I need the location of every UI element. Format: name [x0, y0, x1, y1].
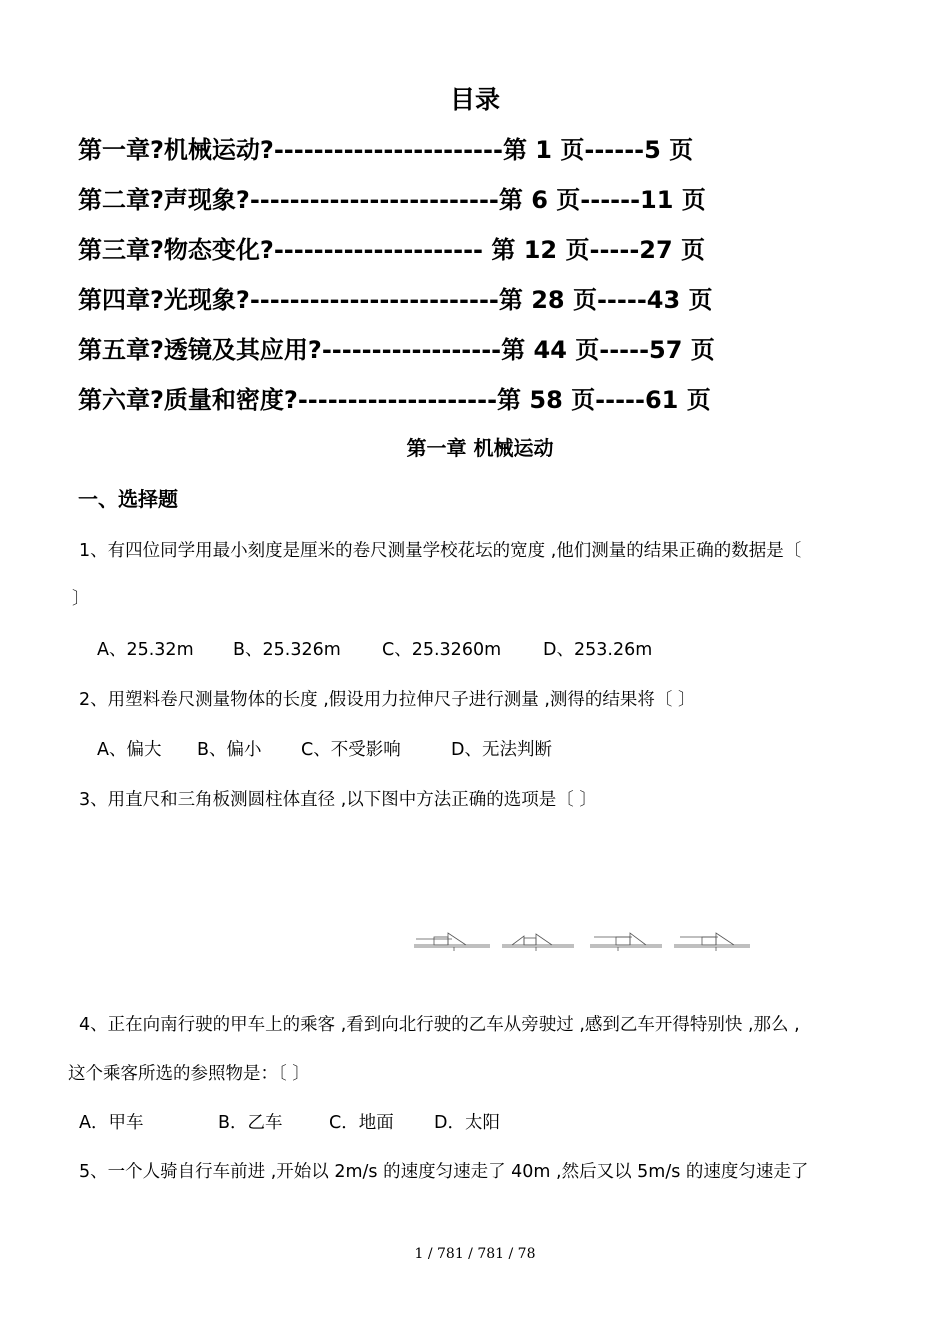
toc-row-6: 第六章?质量和密度?--------------------第 58 页-----61 页	[78, 386, 711, 414]
question-1-option-b: B、25.326m	[233, 640, 341, 660]
question-1-line-1: 1、有四位同学用最小刻度是厘米的卷尺测量学校花坛的宽度 ,他们测量的结果正确的数据是〔	[79, 541, 802, 561]
figure-b	[502, 934, 574, 951]
question-4-option-a: A．甲车	[79, 1113, 144, 1133]
figure-a	[414, 933, 490, 951]
figure-d	[674, 933, 750, 951]
section-title: 一、选择题	[78, 487, 178, 511]
question-2-option-b: B、偏小	[197, 740, 262, 760]
question-1-option-c: C、25.3260m	[382, 640, 502, 660]
chapter-title: 第一章 机械运动	[406, 436, 554, 460]
toc-row-5: 第五章?透镜及其应用?------------------第 44 页-----57 页	[78, 336, 715, 364]
question-4-option-c: C．地面	[329, 1113, 394, 1133]
question-2-option-d: D、无法判断	[451, 740, 552, 760]
question-1-line-2: 〕	[72, 589, 90, 609]
toc-row-3: 第三章?物态变化?--------------------- 第 12 页-----27 页	[78, 236, 706, 264]
toc-row-4: 第四章?光现象?-------------------------第 28 页-----43 页	[78, 286, 713, 314]
question-5-line-1: 5、一个人骑自行车前进 ,开始以 2m/s 的速度匀速走了 40m ,然后又以 5m/s 的速度匀速走了	[79, 1162, 809, 1182]
toc-row-1: 第一章?机械运动?-----------------------第 1 页------5 页	[78, 136, 694, 164]
question-2-option-c: C、不受影响	[301, 740, 401, 760]
measurement-figures	[412, 925, 752, 955]
figure-c	[590, 933, 662, 951]
question-4-line-2: 这个乘客所选的参照物是：〔 〕	[68, 1064, 310, 1084]
question-4-option-b: B．乙车	[218, 1113, 283, 1133]
question-1-option-a: A、25.32m	[97, 640, 194, 660]
question-2-option-a: A、偏大	[97, 740, 162, 760]
question-1-option-d: D、253.26m	[543, 640, 653, 660]
question-2: 2、用塑料卷尺测量物体的长度 ,假设用力拉伸尺子进行测量 ,测得的结果将〔 〕	[79, 690, 696, 710]
toc-row-2: 第二章?声现象?-------------------------第 6 页------11 页	[78, 186, 706, 214]
question-3: 3、用直尺和三角板测圆柱体直径 ,以下图中方法正确的选项是〔 〕	[79, 790, 597, 810]
page-number-footer: 1 / 781 / 781 / 78	[414, 1246, 536, 1262]
question-4-line-1: 4、正在向南行驶的甲车上的乘客 ,看到向北行驶的乙车从旁驶过 ,感到乙车开得特别快 ,那么 ,	[79, 1015, 800, 1035]
toc-title: 目录	[449, 85, 500, 114]
question-4-option-d: D．太阳	[434, 1113, 500, 1133]
